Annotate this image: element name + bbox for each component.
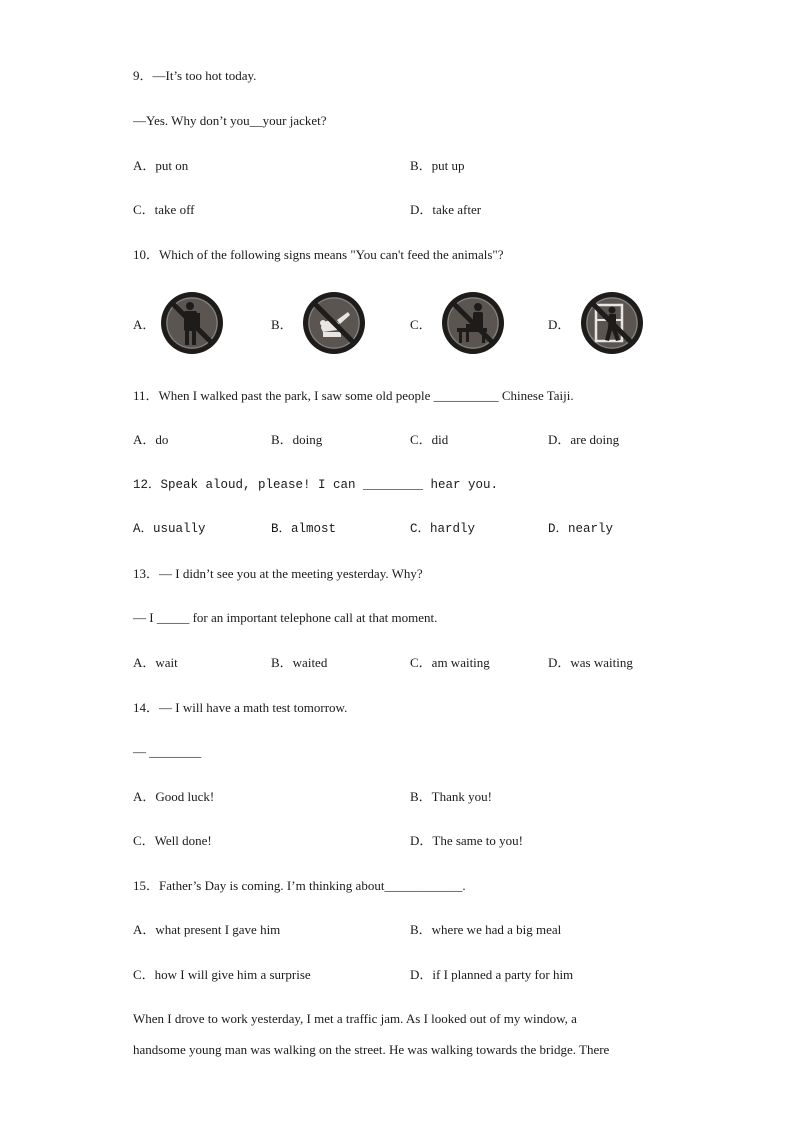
q12-option-d: D．nearly <box>548 522 614 536</box>
q13-stem: 13．— I didn’t see you at the meeting yesterday. Why? <box>133 566 423 581</box>
q11-option-a: A．do <box>133 432 169 447</box>
q13-option-d: D．was waiting <box>548 655 633 670</box>
q12-stem: 12．Speak aloud, please! I can ________ hear you. <box>133 478 499 492</box>
q15-option-c: C．how I will give him a surprise <box>133 967 311 982</box>
q15-option-a: A．what present I gave him <box>133 922 281 937</box>
passage-line-1: When I drove to work yesterday, I met a traffic jam. As I looked out of my window, a <box>133 1011 577 1026</box>
q11-option-d: D．are doing <box>548 432 620 447</box>
q14-option-c: C．Well done! <box>133 833 212 848</box>
q12-option-a: A．usually <box>133 522 206 536</box>
q11-option-b: B．doing <box>271 432 323 447</box>
q12-option-c: C．hardly <box>410 522 476 536</box>
q9-option-c: C．take off <box>133 202 195 217</box>
no-feeding-sign-icon <box>301 290 367 356</box>
q12-option-b: B．almost <box>271 522 337 536</box>
q9-stem: 9．—It’s too hot today. <box>133 68 257 83</box>
q11-stem: 11．When I walked past the park, I saw some old people __________ Chinese Taiji. <box>133 388 574 403</box>
q10-option-d-letter: D． <box>548 317 571 332</box>
q14-option-b: B．Thank you! <box>410 789 492 804</box>
q13-option-a: A．wait <box>133 655 178 670</box>
q14-option-a: A．Good luck! <box>133 789 215 804</box>
q13-option-c: C．am waiting <box>410 655 490 670</box>
q10-option-a-letter: A． <box>133 317 156 332</box>
q14-reply: — ________ <box>133 744 202 759</box>
q14-option-d: D．The same to you! <box>410 833 524 848</box>
q13-option-b: B．waited <box>271 655 328 670</box>
q13-reply: — I _____ for an important telephone call at that moment. <box>133 610 438 625</box>
q9-option-b: B．put up <box>410 158 465 173</box>
passage-line-2: handsome young man was walking on the street. He was walking towards the bridge. There <box>133 1042 610 1057</box>
q9-reply: —Yes. Why don’t you__your jacket? <box>133 113 327 128</box>
q10-stem: 10．Which of the following signs means "You can't feed the animals"? <box>133 247 504 262</box>
q15-option-d: D．if I planned a party for him <box>410 967 574 982</box>
q15-stem: 15．Father’s Day is coming. I’m thinking about____________. <box>133 878 466 893</box>
q9-option-a: A．put on <box>133 158 189 173</box>
q14-stem: 14．— I will have a math test tomorrow. <box>133 700 348 715</box>
no-sitting-sign-icon <box>440 290 506 356</box>
q15-option-b: B．where we had a big meal <box>410 922 562 937</box>
q10-option-c-letter: C． <box>410 317 432 332</box>
q11-option-c: C．did <box>410 432 449 447</box>
q9-option-d: D．take after <box>410 202 482 217</box>
no-climbing-sign-icon <box>579 290 645 356</box>
q10-option-b-letter: B． <box>271 317 293 332</box>
no-standing-person-sign-icon <box>159 290 225 356</box>
